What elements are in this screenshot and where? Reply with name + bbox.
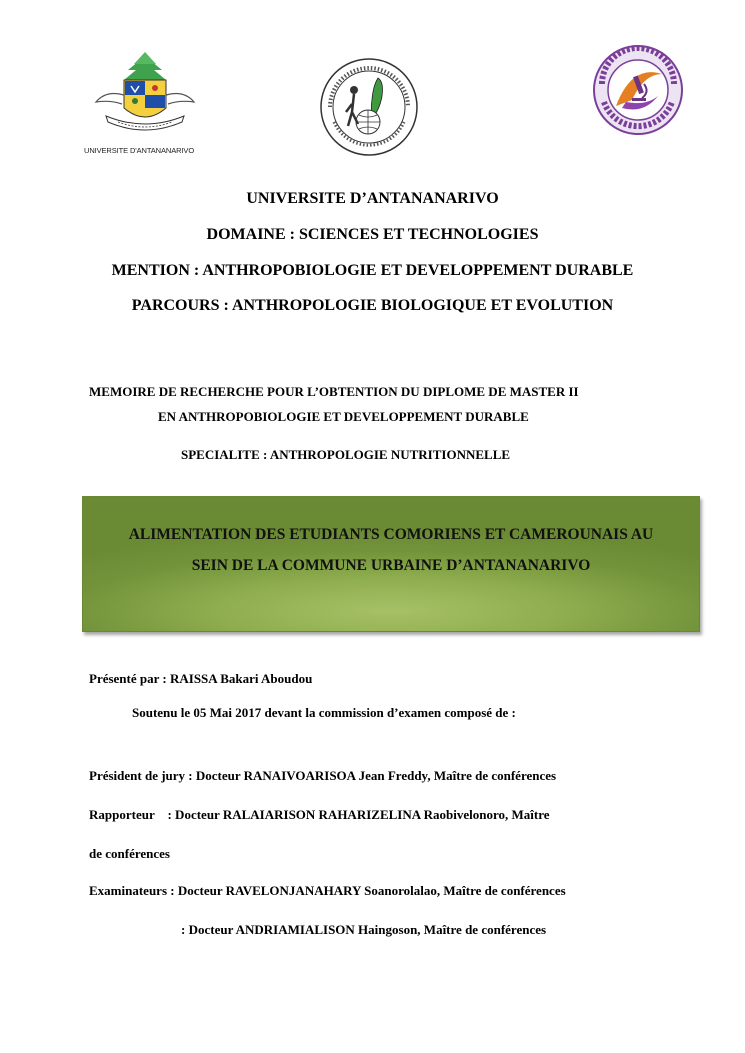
domain-heading: DOMAINE : SCIENCES ET TECHNOLOGIES — [206, 226, 539, 243]
university-crest-icon — [84, 50, 206, 146]
specialite-line: SPECIALITE : ANTHROPOLOGIE NUTRITIONNELLE — [181, 447, 511, 462]
faculty-seal-icon — [592, 44, 684, 136]
jury-examinateur-1: Examinateurs : Docteur RAVELONJANAHARY Soanorolalao, Maître de conférences — [89, 883, 566, 898]
mention-heading: MENTION : ANTHROPOBIOLOGIE ET DEVELOPPEMENT DURABLE — [111, 262, 634, 279]
memoire-line-2: EN ANTHROPOBIOLOGIE ET DEVELOPPEMENT DURABLE — [158, 409, 529, 424]
jury-rapporteur-continued: de conférences — [89, 846, 170, 861]
thesis-title-line-2: SEIN DE LA COMMUNE URBAINE D’ANTANANARIVO — [191, 557, 591, 574]
anthropology-logo — [318, 56, 420, 158]
anthropology-seal-icon — [318, 56, 420, 158]
thesis-title-box — [82, 496, 700, 632]
university-logo-caption: UNIVERSITE D'ANTANANARIVO — [84, 146, 195, 155]
jury-president: Président de jury : Docteur RANAIVOARISOA Jean Freddy, Maître de conférences — [89, 768, 557, 783]
memoire-line-1: MEMOIRE DE RECHERCHE POUR L’OBTENTION DU DIPLOME DE MASTER II — [89, 384, 579, 399]
jury-examinateur-2: : Docteur ANDRIAMIALISON Haingoson, Maître de conférences — [181, 922, 547, 937]
presented-by: Présenté par : RAISSA Bakari Aboudou — [89, 671, 313, 686]
faculty-of-sciences-logo — [592, 44, 684, 136]
university-heading: UNIVERSITE D’ANTANANARIVO — [246, 190, 499, 207]
defense-date: Soutenu le 05 Mai 2017 devant la commission d’examen composé de : — [132, 705, 516, 720]
parcours-heading: PARCOURS : ANTHROPOLOGIE BIOLOGIQUE ET EVOLUTION — [131, 297, 614, 314]
thesis-title-line-1: ALIMENTATION DES ETUDIANTS COMORIENS ET CAMEROUNAIS AU — [128, 526, 654, 543]
jury-rapporteur: Rapporteur : Docteur RALAIARISON RAHARIZELINA Raobivelonoro, Maître — [89, 807, 550, 822]
university-logo — [84, 50, 206, 158]
